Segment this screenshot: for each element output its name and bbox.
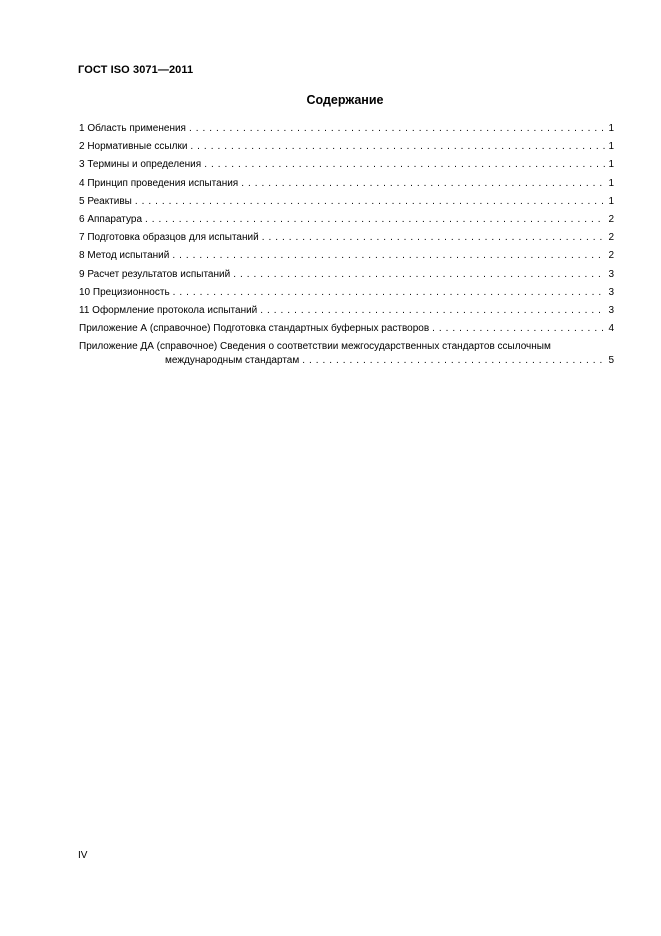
toc-entry-page: 1: [608, 159, 614, 171]
toc-leader-dots: [302, 352, 605, 370]
toc-entry-page: 2: [608, 250, 614, 262]
toc-entry-page: 1: [608, 123, 614, 134]
toc-entry-label: 10 Прецизионность: [79, 286, 170, 298]
page-number: IV: [78, 850, 88, 861]
toc-entry-page: 1: [608, 195, 614, 207]
toc-entry[interactable]: [79, 284, 614, 302]
toc-entry[interactable]: [79, 193, 614, 211]
toc-leader-dots: [432, 320, 605, 338]
toc-entry[interactable]: [79, 247, 614, 265]
toc-entry-label: Приложение А (справочное) Подготовка стандартных буферных растворов: [79, 323, 430, 335]
toc-entry-label: 7 Подготовка образцов для испытаний: [79, 232, 259, 244]
toc-entry-label: 4 Принцип проведения испытания: [79, 177, 239, 189]
toc-entry-page: 3: [608, 286, 614, 298]
toc-leader-dots: [173, 284, 605, 302]
toc-entry-page: 2: [608, 213, 614, 225]
toc-entry-label: 1 Область применения: [79, 123, 186, 134]
toc-leader-dots: [241, 175, 605, 193]
toc-leader-dots: [172, 247, 605, 265]
toc-entry[interactable]: [79, 266, 614, 284]
table-of-contents: [79, 120, 614, 370]
toc-entry[interactable]: [79, 156, 614, 174]
toc-entry-page: 5: [608, 355, 614, 367]
toc-entry-label: 5 Реактивы: [79, 195, 132, 207]
toc-entry-page: 1: [608, 177, 614, 189]
toc-leader-dots: [135, 193, 605, 211]
toc-entry-label: 9 Расчет результатов испытаний: [79, 268, 231, 280]
toc-entry[interactable]: [79, 120, 614, 138]
toc-leader-dots: [189, 120, 605, 138]
toc-entry[interactable]: [79, 229, 614, 247]
toc-entry-label: международным стандартам: [165, 355, 300, 367]
toc-entry[interactable]: [79, 320, 614, 338]
toc-entry-label: 2 Нормативные ссылки: [79, 141, 188, 153]
toc-leader-dots: [260, 302, 605, 320]
toc-entry-label: 6 Аппаратура: [79, 213, 143, 225]
toc-leader-dots: [145, 211, 605, 229]
toc-entry[interactable]: [79, 138, 614, 156]
document-header: ГОСТ ISO 3071—2011: [78, 64, 194, 76]
toc-entry[interactable]: [79, 338, 614, 352]
toc-entry[interactable]: [79, 175, 614, 193]
toc-entry-page: 1: [608, 141, 614, 153]
toc-entry-page: 3: [608, 268, 614, 280]
toc-leader-dots: [233, 266, 605, 284]
toc-entry-page: 4: [608, 323, 614, 335]
toc-entry-label: 3 Термины и определения: [79, 159, 202, 171]
toc-entry[interactable]: [79, 211, 614, 229]
toc-leader-dots: [190, 138, 605, 156]
toc-entry-page: 3: [608, 304, 614, 316]
toc-entry-page: 2: [608, 232, 614, 244]
toc-entry-label: 8 Метод испытаний: [79, 250, 170, 262]
toc-entry-label: Приложение ДА (справочное) Сведения о соответствии межгосударственных стандартов ссылочным: [79, 341, 551, 353]
toc-leader-dots: [262, 229, 605, 247]
toc-title: Содержание: [306, 93, 384, 107]
toc-entry[interactable]: [79, 302, 614, 320]
toc-leader-dots: [204, 156, 605, 174]
toc-entry-label: 11 Оформление протокола испытаний: [79, 304, 258, 316]
